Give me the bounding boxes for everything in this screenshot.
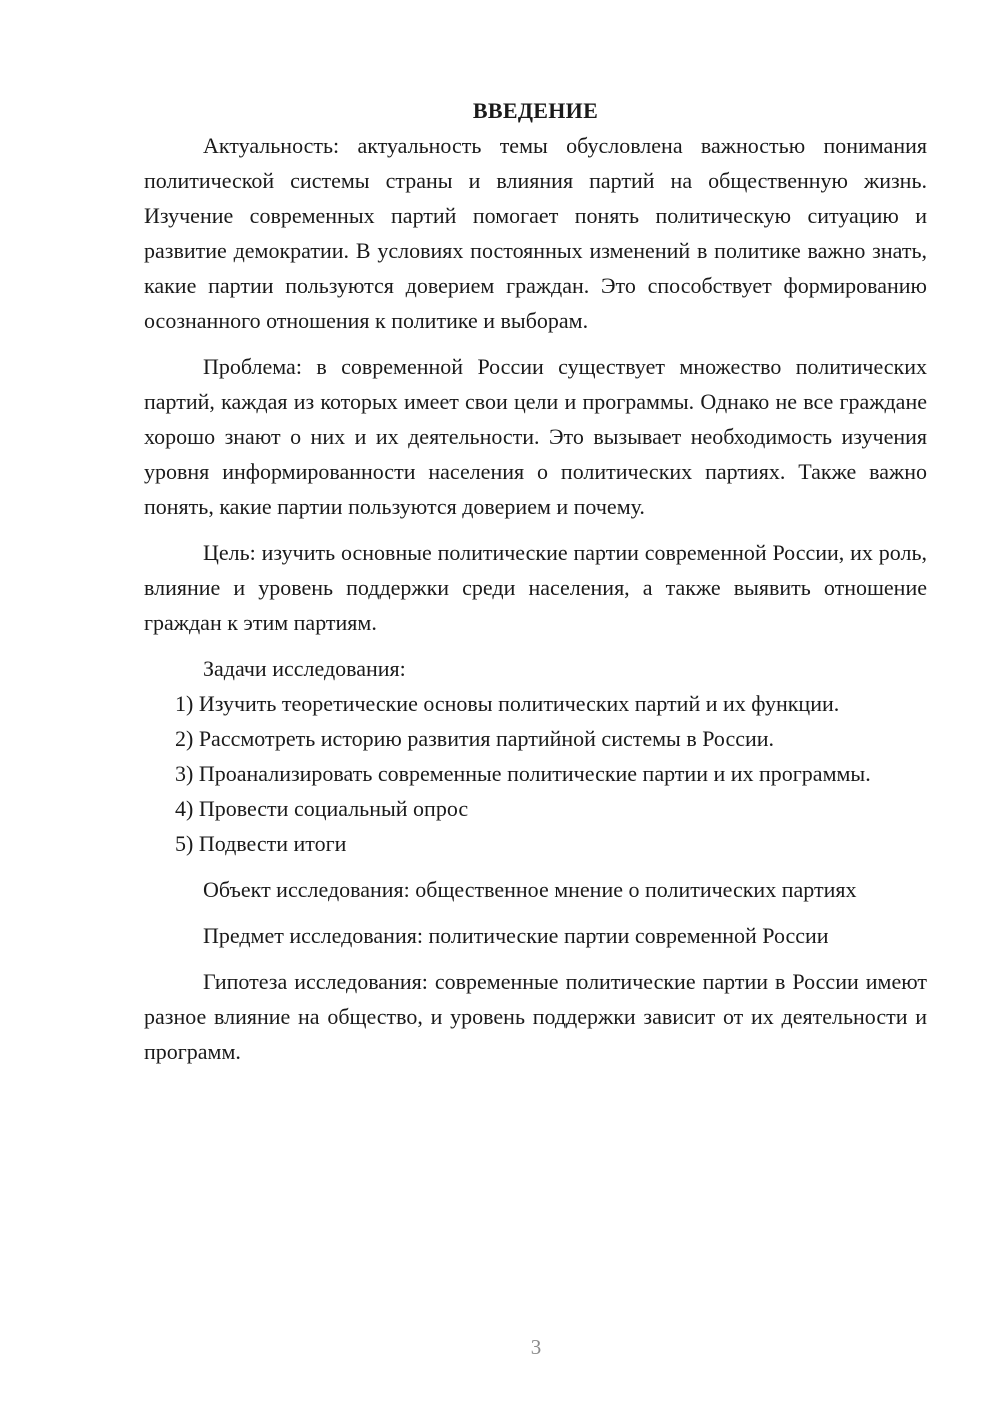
paragraph-relevance: Актуальность: актуальность темы обусловлена важностью понимания политической системы страны и влияния партий на общественную жизнь. Изучение современных партий помогает понять политическую ситуацию и развитие демократии. В условиях постоянных изменений в политике важно знать, какие партии пользуются доверием граждан. Это способствует формированию осознанного отношения к политике и выборам. xyxy=(144,133,927,333)
page-title: ВВЕДЕНИЕ xyxy=(472,98,599,123)
paragraph-goal: Цель: изучить основные политические партии современной России, их роль, влияние и уровень поддержки среди населения, а также выявить отношение граждан к этим партиям. xyxy=(144,540,927,635)
task-item-5: 5) Подвести итоги xyxy=(175,831,347,856)
tasks-heading: Задачи исследования: xyxy=(203,656,406,681)
task-item-1: 1) Изучить теоретические основы политических партий и их функции. xyxy=(175,691,840,716)
paragraph-object: Объект исследования: общественное мнение о политических партиях xyxy=(203,877,857,902)
task-item-3: 3) Проанализировать современные политические партии и их программы. xyxy=(175,761,871,786)
document-body xyxy=(144,93,927,1069)
paragraph-subject: Предмет исследования: политические партии современной России xyxy=(203,923,829,948)
task-item-4: 4) Провести социальный опрос xyxy=(175,796,469,821)
page-number: 3 xyxy=(530,1335,542,1359)
task-item-2: 2) Рассмотреть историю развития партийной системы в России. xyxy=(175,726,775,751)
paragraph-hypothesis: Гипотеза исследования: современные политические партии в России имеют разное влияние на общество, и уровень поддержки зависит от их деятельности и программ. xyxy=(144,969,927,1064)
paragraph-problem: Проблема: в современной России существует множество политических партий, каждая из которых имеет свои цели и программы. Однако не все граждане хорошо знают о них и их деятельности. Это вызывает необходимость изучения уровня информированности населения о политических партиях. Также важно понять, какие партии пользуются доверием и почему. xyxy=(144,354,927,519)
